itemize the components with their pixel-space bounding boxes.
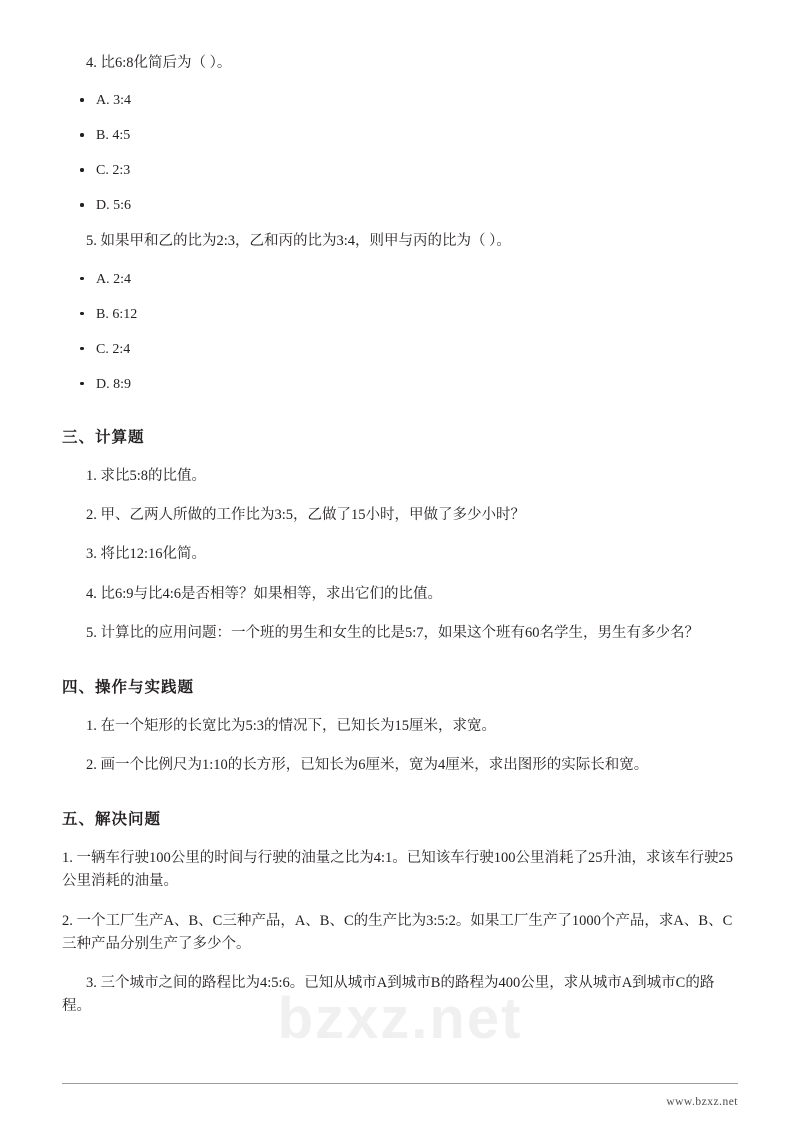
option-item[interactable]: A. 2:4	[62, 269, 738, 290]
section-item: 3. 三个城市之间的路程比为4:5:6。已知从城市A到城市B的路程为400公里，求从城市A到城市C的路程。	[62, 975, 715, 1015]
option-list	[62, 90, 738, 216]
choice-question-4	[62, 52, 738, 216]
section-item: 4. 比6:9与比4:6是否相等？如果相等，求出它们的比值。	[86, 585, 443, 602]
section-item: 1. 求比5:8的比值。	[86, 467, 207, 484]
section-item: 2. 画一个比例尺为1:10的长方形，已知长为6厘米，宽为4厘米，求出图形的实际长和宽。	[86, 757, 649, 774]
option-item[interactable]: C. 2:4	[62, 339, 738, 360]
option-item[interactable]: B. 4:5	[62, 125, 738, 146]
section-heading: 五、解决问题	[62, 811, 162, 829]
section-item: 1. 在一个矩形的长宽比为5:3的情况下，已知长为15厘米，求宽。	[86, 717, 497, 734]
section-practice	[62, 675, 738, 777]
section-item: 2. 甲、乙两人所做的工作比为3:5，乙做了15小时，甲做了多少小时？	[86, 507, 526, 524]
section-item: 2. 一个工厂生产A、B、C三种产品，A、B、C的生产比为3:5:2。如果工厂生产了1000个产品，求A、B、C三种产品分别生产了多少个。	[62, 912, 733, 952]
section-heading: 四、操作与实践题	[62, 678, 195, 696]
section-calculation	[62, 425, 738, 645]
section-heading: 三、计算题	[62, 428, 145, 446]
footer-url: www.bzxz.net	[666, 1096, 738, 1108]
question-stem: 4. 比6:8化简后为（ ）。	[86, 55, 232, 71]
section-item: 1. 一辆车行驶100公里的时间与行驶的油量之比为4:1。已知该车行驶100公里消耗了25升油，求该车行驶25公里消耗的油量。	[62, 850, 734, 890]
option-item[interactable]: B. 6:12	[62, 304, 738, 325]
document-content	[62, 52, 738, 1018]
section-problem-solving	[62, 807, 738, 1018]
option-item[interactable]: D. 8:9	[62, 374, 738, 395]
section-item: 5. 计算比的应用问题：一个班的男生和女生的比是5:7，如果这个班有60名学生，男生有多少名？	[86, 624, 700, 641]
choice-question-5	[62, 230, 738, 394]
question-stem: 5. 如果甲和乙的比为2:3，乙和丙的比为3:4，则甲与丙的比为（ ）。	[86, 233, 511, 250]
option-list	[62, 269, 738, 395]
option-item[interactable]: D. 5:6	[62, 195, 738, 216]
watermark-text: bzxz.net	[277, 986, 523, 1051]
option-item[interactable]: C. 2:3	[62, 160, 738, 181]
option-item[interactable]: A. 3:4	[62, 90, 738, 111]
footer-divider	[62, 1083, 738, 1084]
section-item: 3. 将比12:16化简。	[86, 546, 207, 563]
